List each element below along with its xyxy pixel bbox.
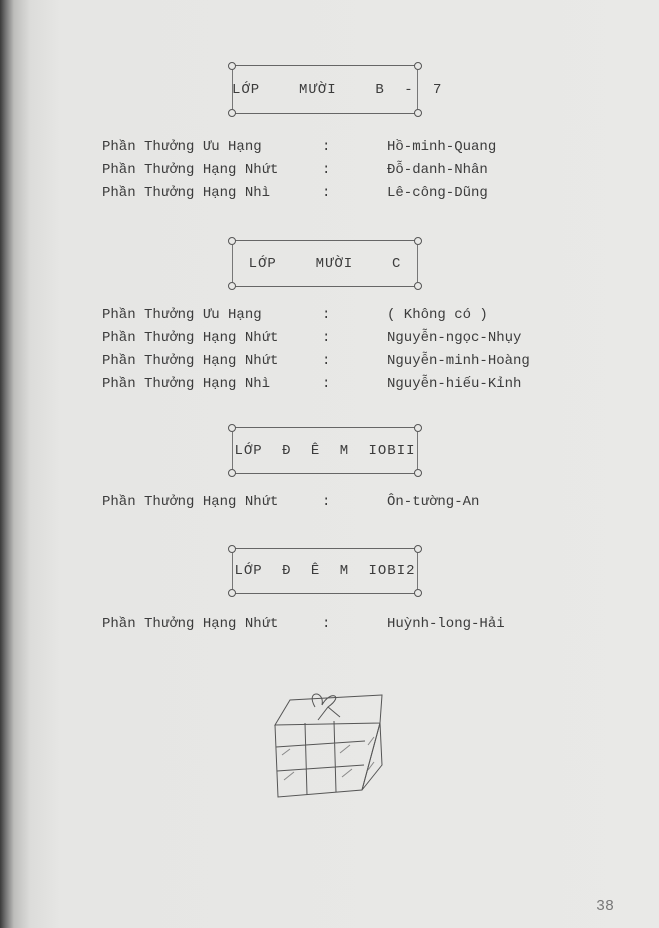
award-label: Phần Thưởng Hạng Nhứt xyxy=(102,494,279,510)
gift-box-illustration xyxy=(270,685,390,805)
corner-circle-icon xyxy=(228,62,236,70)
award-label: Phần Thưởng Ưu Hạng xyxy=(102,307,262,323)
class-title: LỚP MƯỜI B - 7 xyxy=(232,81,443,98)
class-title: LỚP Đ Ê M IOBII xyxy=(234,442,416,459)
corner-circle-icon xyxy=(228,237,236,245)
class-heading-box xyxy=(232,240,418,287)
recipient-name: Đỗ-danh-Nhân xyxy=(387,162,488,178)
corner-circle-icon xyxy=(414,282,422,290)
page-number: 38 xyxy=(596,898,615,915)
separator: : xyxy=(322,330,331,346)
recipient-name: Nguyễn-minh-Hoàng xyxy=(387,353,530,369)
separator: : xyxy=(322,376,331,392)
recipient-name: Huỳnh-long-Hải xyxy=(387,616,505,632)
corner-circle-icon xyxy=(228,109,236,117)
separator: : xyxy=(322,162,331,178)
corner-circle-icon xyxy=(414,237,422,245)
corner-circle-icon xyxy=(414,589,422,597)
corner-circle-icon xyxy=(414,62,422,70)
corner-circle-icon xyxy=(228,589,236,597)
class-heading-box xyxy=(232,65,443,114)
recipient-name: Nguyễn-hiếu-Kỉnh xyxy=(387,376,522,392)
separator: : xyxy=(322,353,331,369)
corner-circle-icon xyxy=(414,109,422,117)
class-heading-box xyxy=(232,427,418,474)
corner-circle-icon xyxy=(414,545,422,553)
award-label: Phần Thưởng Hạng Nhứt xyxy=(102,616,279,632)
award-label: Phần Thưởng Ưu Hạng xyxy=(102,139,262,155)
separator: : xyxy=(322,616,331,632)
award-label: Phần Thưởng Hạng Nhì xyxy=(102,376,271,392)
separator: : xyxy=(322,307,331,323)
corner-circle-icon xyxy=(228,424,236,432)
recipient-name: Lê-công-Dũng xyxy=(387,185,488,201)
class-title: LỚP MƯỜI C xyxy=(248,255,402,272)
recipient-name: Nguyễn-ngọc-Nhụy xyxy=(387,330,522,346)
separator: : xyxy=(322,494,331,510)
recipient-name: ( Không có ) xyxy=(387,307,488,323)
separator: : xyxy=(322,139,331,155)
corner-circle-icon xyxy=(228,469,236,477)
corner-circle-icon xyxy=(414,424,422,432)
award-label: Phần Thưởng Hạng Nhứt xyxy=(102,330,279,346)
corner-circle-icon xyxy=(228,545,236,553)
award-label: Phần Thưởng Hạng Nhì xyxy=(102,185,271,201)
class-title: LỚP Đ Ê M IOBI2 xyxy=(234,563,416,579)
recipient-name: Hồ-minh-Quang xyxy=(387,139,497,155)
corner-circle-icon xyxy=(228,282,236,290)
class-heading-box xyxy=(232,548,418,594)
award-label: Phần Thưởng Hạng Nhứt xyxy=(102,353,279,369)
corner-circle-icon xyxy=(414,469,422,477)
separator: : xyxy=(322,185,331,201)
recipient-name: Ôn-tường-An xyxy=(387,494,480,510)
award-label: Phần Thưởng Hạng Nhứt xyxy=(102,162,279,178)
